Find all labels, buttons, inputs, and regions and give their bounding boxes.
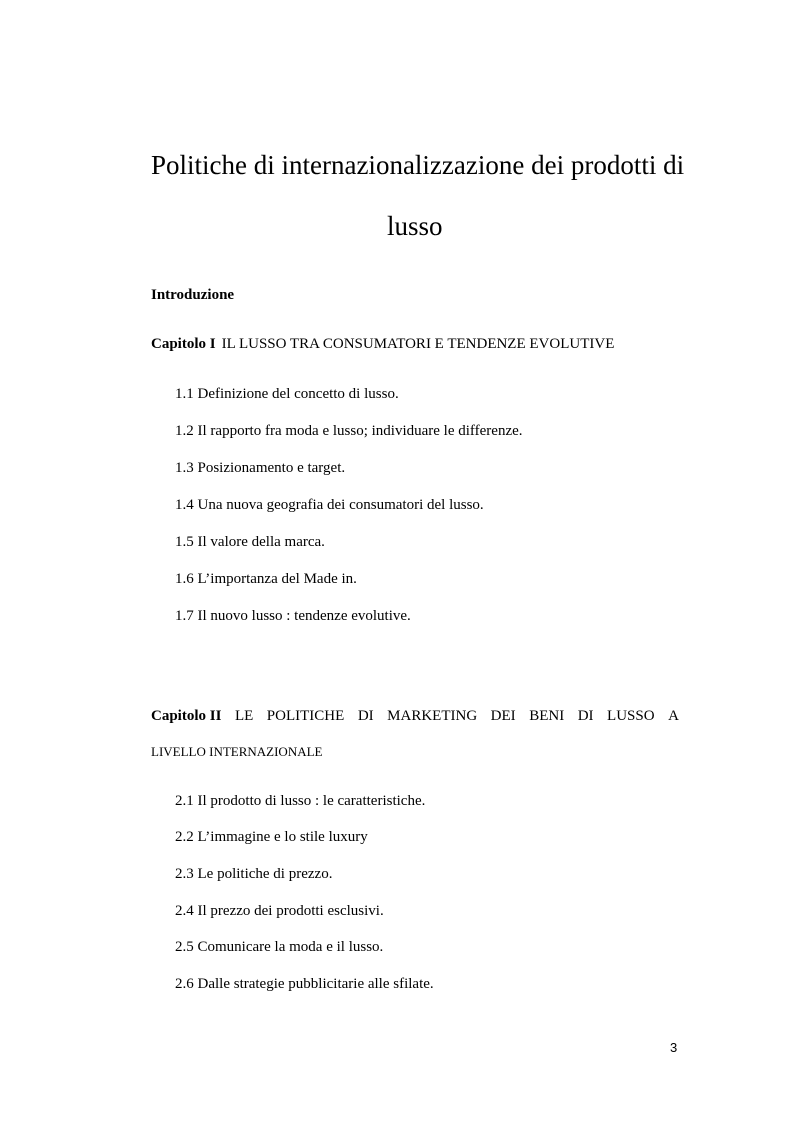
chapter-2-item: 2.4 Il prezzo dei prodotti esclusivi.: [175, 903, 384, 919]
document-title-line-1: Politiche di internazionalizzazione dei prodotti di: [151, 150, 685, 180]
chapter-2-title-word: DEI: [490, 708, 516, 724]
chapter-2-title-word: MARKETING: [387, 708, 478, 724]
chapter-1-item: 1.4 Una nuova geografia dei consumatori del lusso.: [175, 497, 484, 513]
chapter-1-item: 1.7 Il nuovo lusso : tendenze evolutive.: [175, 608, 411, 624]
page-number: 3: [670, 1040, 678, 1055]
chapter-2-label: Capitolo II: [151, 708, 222, 724]
chapter-2-title-word: POLITICHE: [266, 708, 345, 724]
document-title-line-2: lusso: [387, 211, 443, 241]
chapter-2-item: 2.1 Il prodotto di lusso : le caratteristiche.: [175, 793, 426, 809]
chapter-2-title-word: DI: [577, 708, 594, 724]
chapter-1-item: 1.1 Definizione del concetto di lusso.: [175, 386, 399, 402]
chapter-2-item: 2.3 Le politiche di prezzo.: [175, 866, 333, 882]
chapter-1-title: IL LUSSO TRA CONSUMATORI E TENDENZE EVOLUTIVE: [221, 336, 615, 352]
chapter-2-title-word: LUSSO: [607, 708, 655, 724]
chapter-2-item: 2.6 Dalle strategie pubblicitarie alle sfilate.: [175, 976, 434, 992]
chapter-1-item: 1.6 L’importanza del Made in.: [175, 571, 357, 587]
chapter-2-title-line-2: LIVELLO INTERNAZIONALE: [151, 744, 323, 759]
chapter-2-item: 2.5 Comunicare la moda e il lusso.: [175, 939, 384, 955]
chapter-2-heading: [151, 708, 679, 725]
chapter-1-item: 1.2 Il rapporto fra moda e lusso; individuare le differenze.: [175, 423, 523, 439]
introduction-heading: Introduzione: [151, 287, 235, 303]
chapter-2-item: 2.2 L’immagine e lo stile luxury: [175, 829, 368, 845]
chapter-1-heading: [151, 336, 614, 353]
chapter-2-title-word: A: [668, 708, 679, 724]
chapter-1-item: 1.5 Il valore della marca.: [175, 534, 325, 550]
chapter-1-label: Capitolo I: [151, 336, 216, 352]
chapter-2-title-word: DI: [357, 708, 374, 724]
chapter-2-title-word: BENI: [529, 708, 565, 724]
chapter-2-title-word: LE: [234, 708, 254, 724]
chapter-1-item: 1.3 Posizionamento e target.: [175, 460, 346, 476]
